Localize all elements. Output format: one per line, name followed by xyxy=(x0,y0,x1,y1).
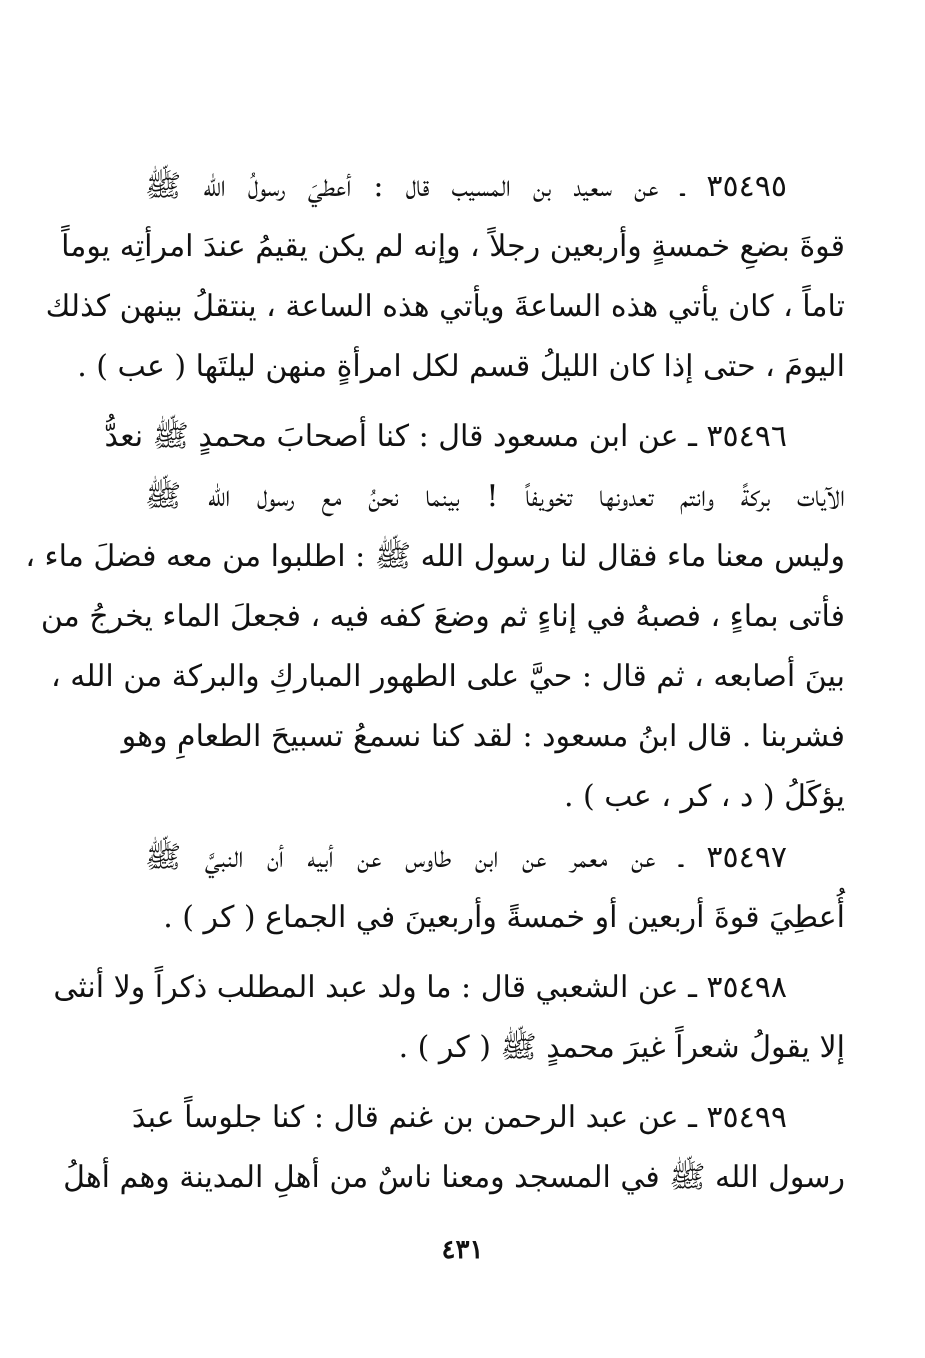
hadith-35497 xyxy=(145,828,845,948)
text-line: بينَ أصابعه ، ثم قال : حيَّ على الطهور المباركِ والبركة من الله ، xyxy=(51,659,845,694)
text-line: ٣٥٤٩٩ ـ عن عبد الرحمن بن غنم قال : كنا جلوساً عبدَ xyxy=(131,1100,787,1135)
text-line: ٣٥٤٩٨ ـ عن الشعبي قال : ما ولد عبد المطلب ذكراً ولا أنثى xyxy=(53,970,787,1005)
text-line: قوةَ بضعِ خمسةٍ وأربعين رجلاً ، وإنه لم يكن يقيمُ عندَ امرأتِه يوماً xyxy=(61,229,845,264)
text-line: ٣٥٤٩٧ ـ عن معمر عن ابن طاوس عن أبيه أن النبيَّ ﷺ xyxy=(145,840,787,875)
text-line: يؤكَلُ ( د ، كر ، عب ) . xyxy=(563,779,845,814)
text-line: وليس معنا ماء فقال لنا رسول الله ﷺ : اطلبوا من معه فضلَ ماء ، xyxy=(25,539,845,574)
hadith-35499 xyxy=(63,1088,845,1208)
page-number: ٤٣١ xyxy=(441,1235,484,1265)
text-line: ٣٥٤٩٥ ـ عن سعيد بن المسيب قال : أعطيَ رسولُ الله ﷺ xyxy=(145,169,787,204)
text-line: إلا يقولُ شعراً غيرَ محمدٍ ﷺ ( كر ) . xyxy=(398,1030,845,1065)
text-line: فشربنا . قال ابنُ مسعود : لقد كنا نسمعُ تسبيحَ الطعامِ وهو xyxy=(121,719,845,754)
text-line: فأتى بماءٍ ، فصبهُ في إناءٍ ثم وضعَ كفه فيه ، فجعلَ الماء يخرجُ من xyxy=(40,599,845,634)
text-line: ٣٥٤٩٦ ـ عن ابن مسعود قال : كنا أصحابَ محمدٍ ﷺ نعدُّ xyxy=(104,419,787,454)
hadith-35498 xyxy=(53,958,845,1078)
text-line: أُعطِيَ قوةَ أربعين أو خمسةً وأربعينَ في الجماع ( كر ) . xyxy=(163,900,845,935)
hadith-35496 xyxy=(25,407,845,827)
text-line: الآيات بركةً وانتم تعدونها تخويفاً ! بينما نحنُ مع رسول الله ﷺ xyxy=(145,479,845,514)
page-body xyxy=(25,150,845,1300)
text-line: رسول الله ﷺ في المسجد ومعنا ناسٌ من أهلِ المدينة وهم أهلُ xyxy=(63,1160,845,1195)
text-line: اليومَ ، حتى إذا كان الليلُ قسم لكل امرأةٍ منهن ليلتَها ( عب ) . xyxy=(77,349,845,384)
hadith-35495 xyxy=(45,157,845,397)
text-line: تاماً ، كان يأتي هذه الساعةَ ويأتي هذه الساعة ، ينتقلُ بينهن كذلك xyxy=(45,289,845,324)
